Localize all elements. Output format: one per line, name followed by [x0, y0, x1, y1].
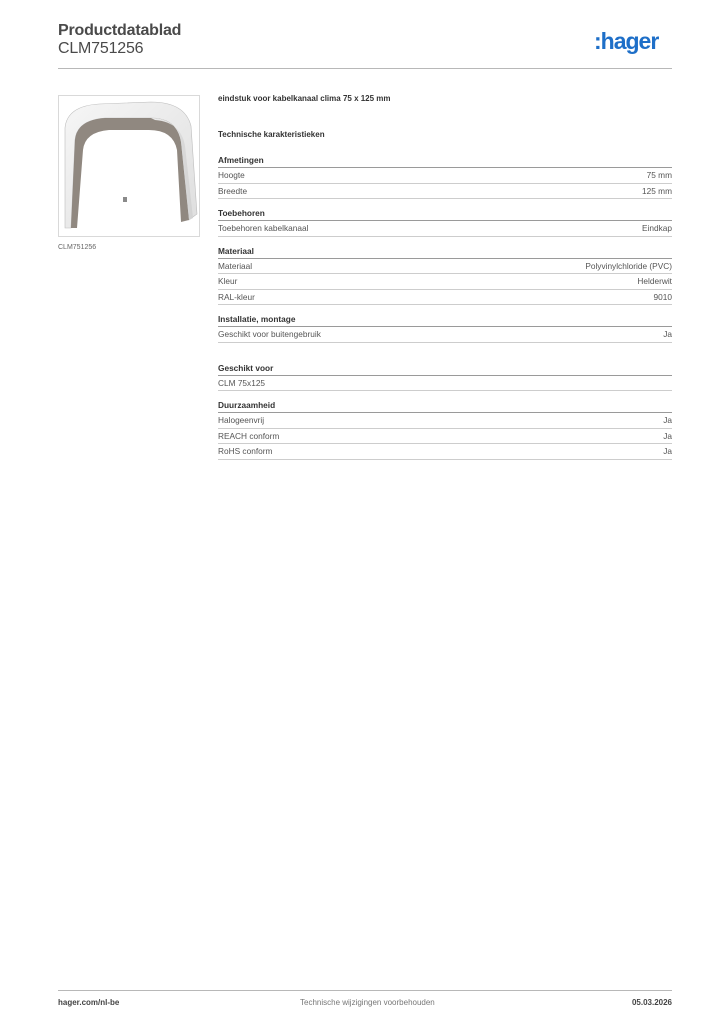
product-description: eindstuk voor kabelkanaal clima 75 x 125 mm — [218, 94, 391, 103]
spec-row — [218, 184, 672, 200]
spec-value: 75 mm — [646, 170, 672, 181]
spec-row — [218, 327, 672, 343]
section-title: Duurzaamheid — [218, 400, 672, 413]
spec-label: Breedte — [218, 185, 248, 196]
spec-label: Kleur — [218, 276, 238, 287]
header-divider — [58, 68, 672, 69]
spec-label: Hoogte — [218, 170, 245, 181]
footer-website-link[interactable]: hager.com/nl-be — [58, 998, 120, 1007]
section-accessories — [218, 208, 672, 237]
section-material — [218, 246, 672, 306]
spec-label: REACH conform — [218, 430, 280, 441]
spec-row — [218, 259, 672, 275]
spec-label: Halogeenvrij — [218, 415, 265, 426]
section-title: Materiaal — [218, 246, 672, 259]
hager-logo — [594, 28, 674, 58]
spec-value: Helderwit — [637, 276, 672, 287]
hager-logo-text: :hager — [594, 28, 659, 54]
spec-row — [218, 413, 672, 429]
spec-row — [218, 376, 672, 392]
spec-value: Eindkap — [642, 223, 672, 234]
footer-date: 05.03.2026 — [631, 998, 672, 1007]
spec-label: RAL-kleur — [218, 291, 255, 302]
spec-label: RoHS conform — [218, 446, 273, 457]
section-suitable-for — [218, 363, 672, 392]
document-title: Productdatablad — [58, 22, 182, 39]
section-sustainability — [218, 400, 672, 460]
section-title: Installatie, montage — [218, 314, 672, 327]
spec-value: Polyvinylchloride (PVC) — [585, 260, 672, 271]
spec-row — [218, 429, 672, 445]
spec-row — [218, 221, 672, 237]
spec-label: CLM 75x125 — [218, 377, 266, 388]
section-installation — [218, 314, 672, 343]
spec-row — [218, 444, 672, 460]
spec-value: Ja — [663, 329, 672, 340]
spec-label: Geschikt voor buitengebruik — [218, 329, 321, 340]
spec-value: 125 mm — [642, 185, 672, 196]
spec-row — [218, 274, 672, 290]
product-code: CLM751256 — [58, 40, 144, 57]
image-caption: CLM751256 — [58, 244, 97, 251]
technical-heading: Technische karakteristieken — [218, 130, 325, 139]
footer-notice: Technische wijzigingen voorbehouden — [300, 998, 435, 1007]
spec-row — [218, 168, 672, 184]
section-title: Toebehoren — [218, 208, 672, 221]
cable-duct-end-cap-icon — [59, 96, 199, 236]
spec-content — [218, 94, 672, 460]
footer-divider — [58, 990, 672, 991]
section-title: Afmetingen — [218, 155, 672, 168]
spec-value: Ja — [663, 430, 672, 441]
section-title: Geschikt voor — [218, 363, 672, 376]
spec-value: 9010 — [653, 291, 672, 302]
section-dimensions — [218, 155, 672, 199]
spec-label: Toebehoren kabelkanaal — [218, 223, 309, 234]
spec-value: Ja — [663, 415, 672, 426]
spec-label: Materiaal — [218, 260, 253, 271]
product-image — [58, 95, 200, 237]
spec-value: Ja — [663, 446, 672, 457]
spec-row — [218, 290, 672, 306]
